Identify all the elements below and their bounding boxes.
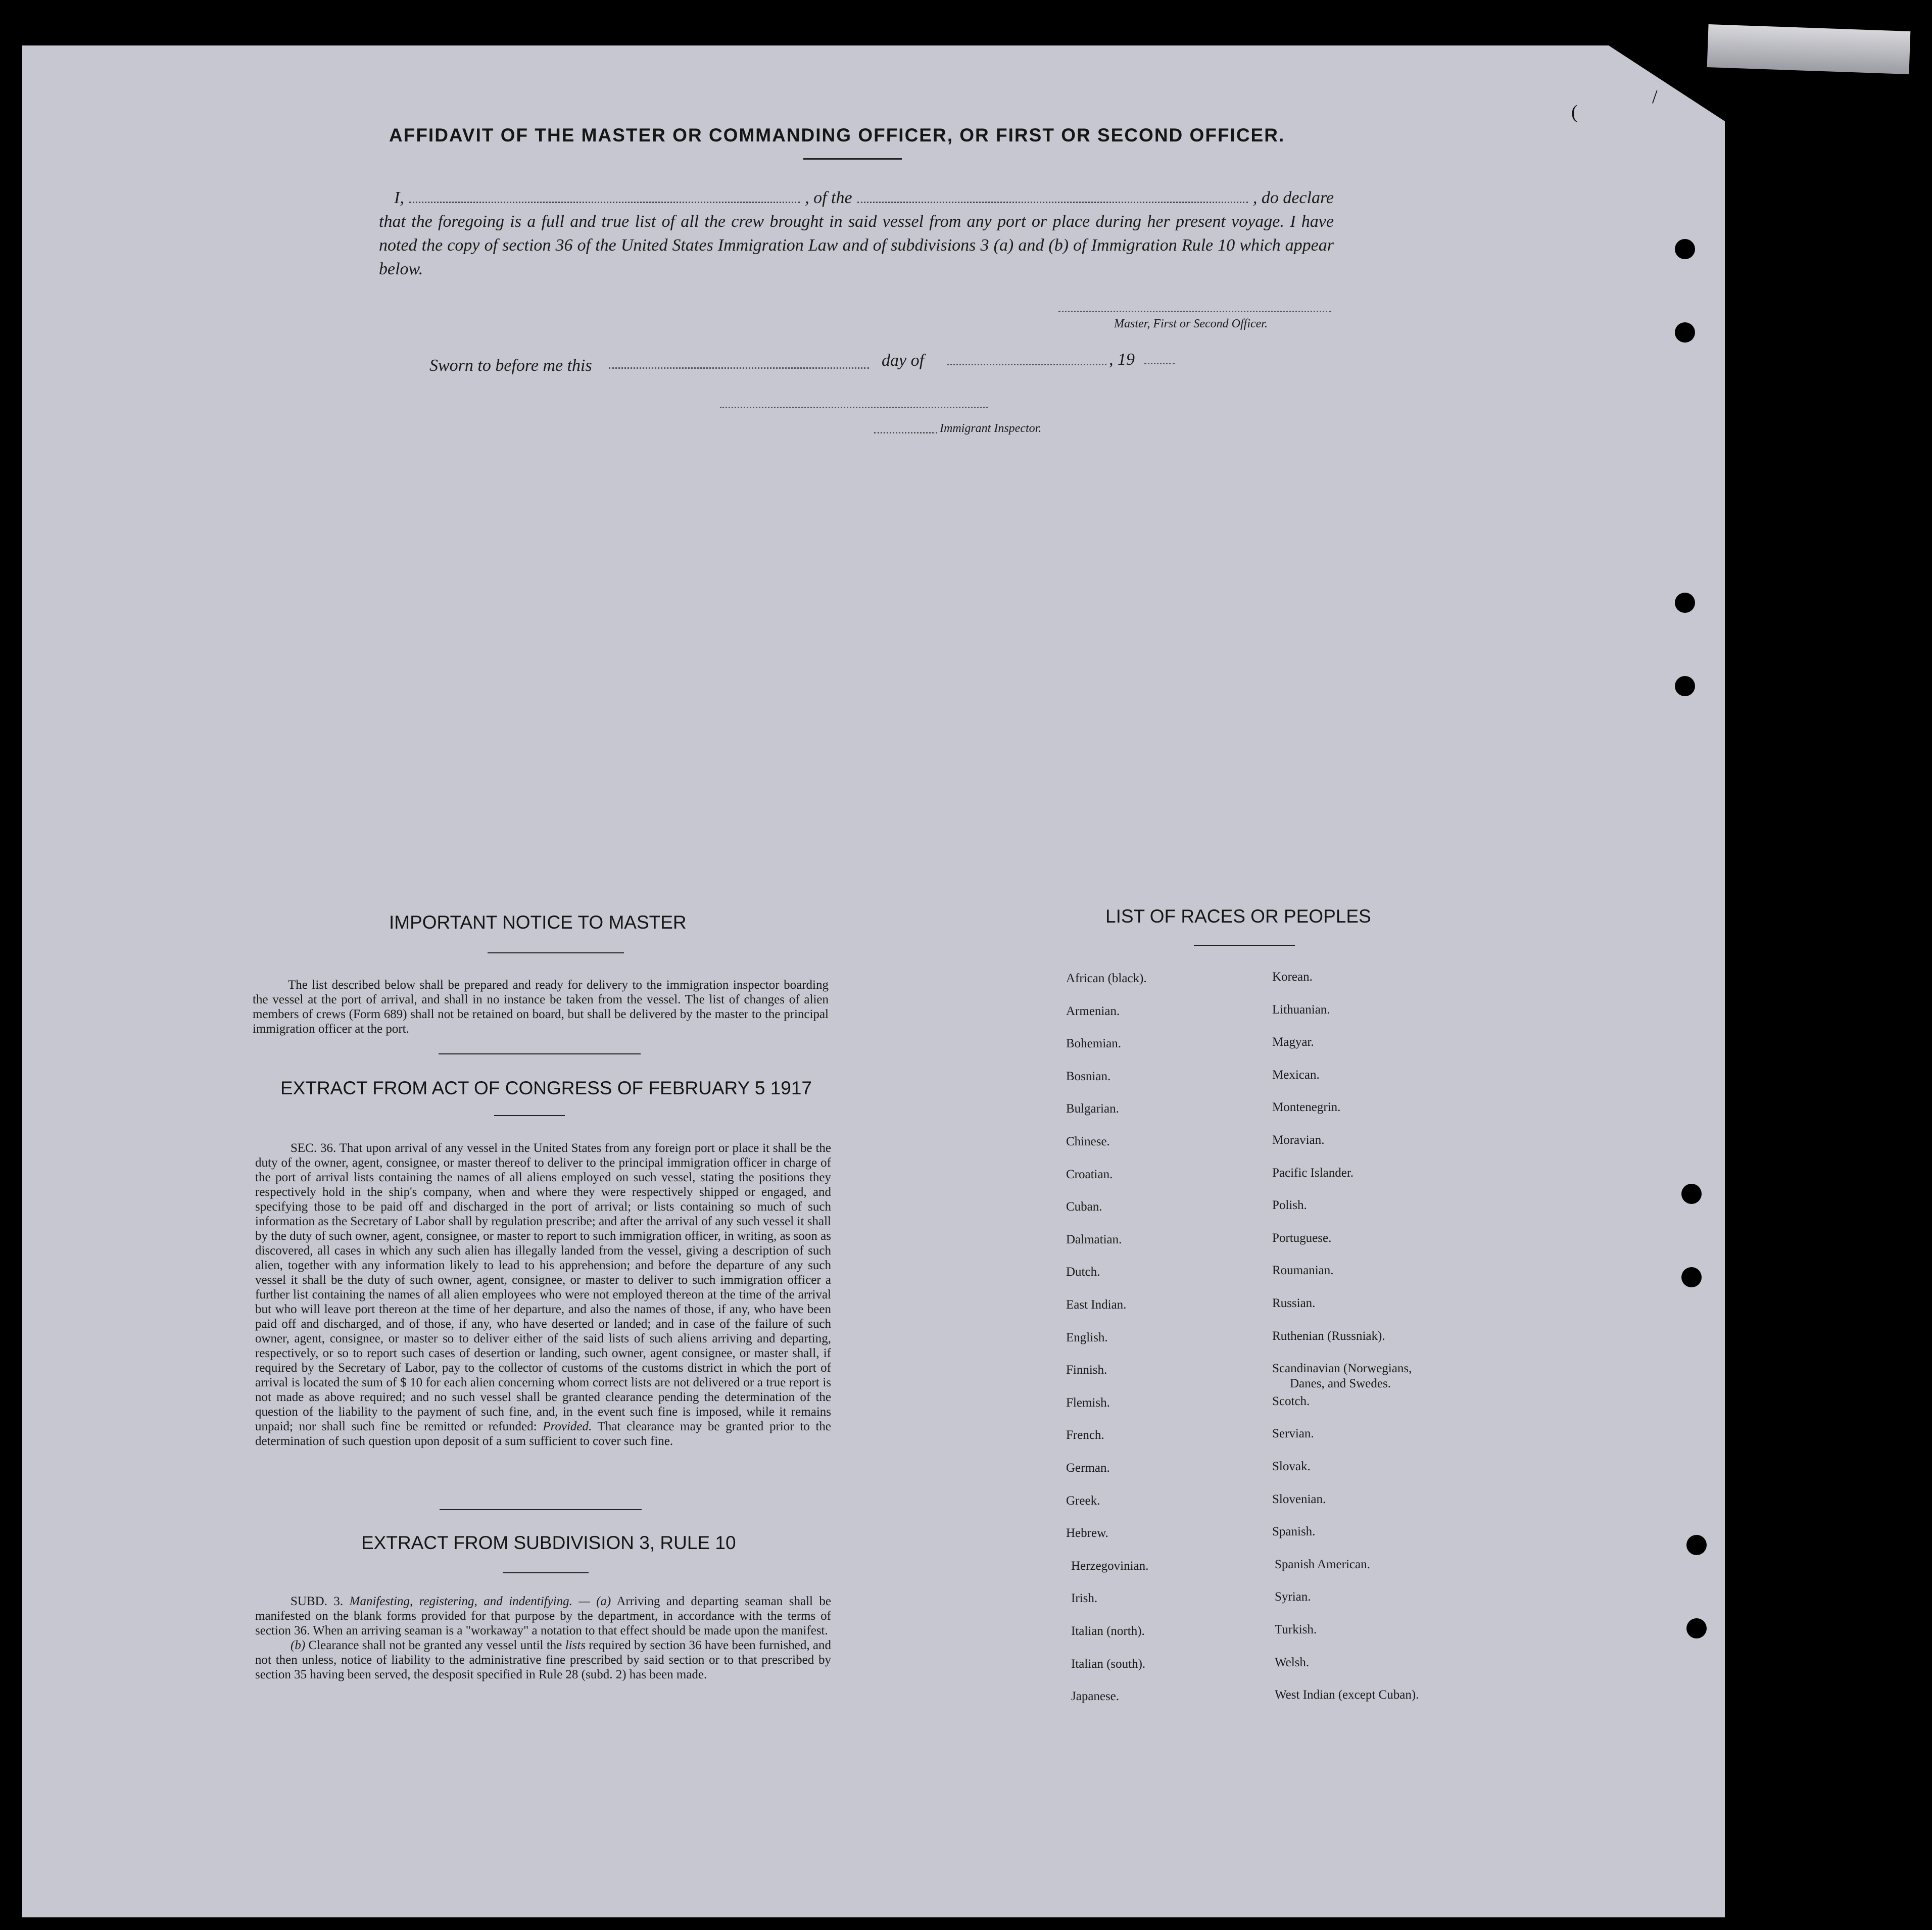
subd-heading: Manifesting, registering, and indentifying. <box>349 1595 572 1608</box>
race-item-right: Polish. <box>1272 1198 1307 1212</box>
race-item-right: Scandinavian (Norwegians, <box>1272 1362 1412 1375</box>
inspector-lead-dots <box>874 432 937 433</box>
section-36-text <box>255 1141 831 1449</box>
binder-hole <box>1675 322 1695 343</box>
signature-caption: Master, First or Second Officer. <box>1114 317 1268 330</box>
race-item-left: Dutch. <box>1066 1265 1100 1279</box>
race-item-left: Hebrew. <box>1066 1526 1108 1540</box>
para-b-lists: lists <box>565 1638 586 1652</box>
race-item-left: Italian (north). <box>1071 1624 1145 1638</box>
race-item-left: Irish. <box>1071 1591 1098 1605</box>
act-extract-title: EXTRACT FROM ACT OF CONGRESS OF FEBRUARY 5 1917 <box>280 1078 812 1098</box>
races-underline <box>1194 945 1295 946</box>
section-divider <box>439 1053 641 1054</box>
race-item-right: Syrian. <box>1275 1590 1311 1604</box>
binder-hole <box>1681 1184 1702 1204</box>
section-36-body: SEC. 36. That upon arrival of any vessel in the United States from any foreign port or place it shall be the duty of the owner, agent, consignee, or master thereof to deliver to the principal immigration officer in charge of the port of arrival lists containing the names of all aliens employed on such vessel, stating the positions they respectively hold in the ship's company, when and where they were respectively shipped or engaged, and specifying those to be paid off and discharged in the port of arrival; or lists containing so much of such information as the Secretary of Labor shall by regulation prescribe; and after the arrival of any such vessel it shall by the duty of such owner, agent, consignee, or master to report to such immigration officer, in writing, as soon as discovered, all cases in which any such alien has illegally landed from the vessel, giving a description of such alien, together with any information likely to lead to his apprehension; and before the departure of any such vessel it shall be the duty of such owner, agent, consignee, or master to deliver to such immigration officer a further list containing the names of all alien employees who were not employed thereon at the time of the arrival but who will leave port thereon at the time of her departure, and also the names of those, if any, who have been paid off and discharged, and of those, if any, who have deserted or landed; and in case of the failure of such owner, agent, consignee, or master so to deliver either of the said lists of such aliens arriving and departing, respectively, or so to report such cases of desertion or landing, such owner, agent consignee, or master shall, if required by the Secretary of Labor, pay to the collector of customs of the customs district in which the port of arrival is located the sum of $ 10 for each alien concerning whom correct lists are not delivered or a true report is not made as above required; and no such vessel shall be granted clearance pending the determination of the question of the liability to the payment of such fine, and, in the event such fine is imposed, while it remains unpaid; nor shall such fine be remitted or refunded: <box>255 1141 831 1433</box>
race-item-left: Armenian. <box>1066 1004 1120 1018</box>
year-blank <box>1144 363 1175 364</box>
rule-extract-underline <box>503 1572 589 1573</box>
race-item-left: Chinese. <box>1066 1135 1110 1148</box>
section-divider <box>440 1509 642 1510</box>
page-edge-tab <box>1707 24 1911 74</box>
race-item-right: Russian. <box>1272 1296 1316 1310</box>
declaration-block <box>379 186 1334 281</box>
notice-underline <box>488 952 624 953</box>
race-item-right: Mexican. <box>1272 1068 1320 1082</box>
race-item-right: Montenegrin. <box>1272 1100 1341 1114</box>
race-item-left: Croatian. <box>1066 1168 1113 1181</box>
race-item-left: Cuban. <box>1066 1200 1102 1214</box>
declaration-body: that the foregoing is a full and true list of all the crew brought in said vessel from any port or place during her present voyage. I have noted the copy of section 36 of the United States Immigration Law and of subdivisions 3 (a) and (b) of Immigration Rule 10 which appear below. <box>379 212 1334 278</box>
race-item-right: Servian. <box>1272 1427 1314 1440</box>
inspector-caption: Immigrant Inspector. <box>940 422 1042 435</box>
binder-hole <box>1675 676 1695 696</box>
race-item-right: Pacific Islander. <box>1272 1166 1354 1180</box>
race-item-left: German. <box>1066 1461 1110 1475</box>
sworn-day-blank <box>609 367 869 369</box>
race-item-left: Dalmatian. <box>1066 1233 1122 1246</box>
affidavit-title: AFFIDAVIT OF THE MASTER OR COMMANDING OFFICER, OR FIRST OR SECOND OFFICER. <box>389 125 1285 146</box>
binder-hole <box>1675 593 1695 613</box>
race-item-right: Danes, and Swedes. <box>1290 1377 1391 1390</box>
race-item-right: Magyar. <box>1272 1035 1314 1049</box>
provided-term: Provided. <box>543 1420 592 1433</box>
race-item-left: Bulgarian. <box>1066 1102 1119 1116</box>
race-item-right: West Indian (except Cuban). <box>1275 1688 1419 1702</box>
section-36-body-end: That clearance may be granted prior to the determination of such question upon deposit of a sum sufficient to cover such fine. <box>255 1420 831 1448</box>
month-blank <box>947 364 1106 365</box>
notice-title: IMPORTANT NOTICE TO MASTER <box>389 912 687 933</box>
binder-hole <box>1686 1535 1707 1555</box>
race-item-left: English. <box>1066 1331 1108 1344</box>
scan-mark: ( <box>1571 102 1578 123</box>
race-item-right: Portuguese. <box>1272 1231 1332 1245</box>
race-item-right: Turkish. <box>1275 1623 1317 1636</box>
declaration-i: I, <box>394 188 404 207</box>
subdivision-3-text <box>255 1594 831 1682</box>
day-of-text: day of <box>882 351 925 370</box>
race-item-right: Spanish. <box>1272 1525 1316 1538</box>
race-item-left: Bosnian. <box>1066 1070 1111 1083</box>
race-item-left: Flemish. <box>1066 1396 1110 1410</box>
act-extract-underline <box>494 1115 565 1116</box>
race-item-right: Spanish American. <box>1275 1558 1370 1571</box>
declaration-of-the: , of the <box>805 188 852 207</box>
race-item-left: African (black). <box>1066 972 1147 985</box>
title-underline <box>803 158 902 160</box>
inspector-signature-line <box>720 407 988 408</box>
race-item-right: Slovak. <box>1272 1460 1311 1473</box>
declaration-first-line <box>379 186 1334 210</box>
rule-extract-title: EXTRACT FROM SUBDIVISION 3, RULE 10 <box>361 1532 736 1553</box>
name-blank <box>409 189 800 203</box>
races-title: LIST OF RACES OR PEOPLES <box>1105 906 1371 927</box>
para-b-start: Clearance shall not be granted any vessel until the <box>308 1638 562 1652</box>
para-a-text: Arriving and departing seaman shall be manifested on the blank forms provided for that purpose by the department, in accordance with the terms of section 36. When an arriving seaman is a "workaway" a notation to that effect should be made upon the manifest. <box>255 1595 831 1637</box>
binder-hole <box>1686 1618 1707 1638</box>
race-item-left: Bohemian. <box>1066 1037 1122 1050</box>
binder-hole <box>1681 1267 1702 1287</box>
race-item-left: French. <box>1066 1428 1104 1442</box>
race-item-right: Welsh. <box>1275 1656 1310 1669</box>
para-b-end: required by section 36 have been furnished, and not then unless, notice of liability to the administrative fine prescribed by said section or to that prescribed by section 35 having been served, the desposit specified in Rule 28 (subd. 2) has been made. <box>255 1638 832 1681</box>
vessel-blank <box>857 189 1248 203</box>
race-item-right: Slovenian. <box>1272 1492 1326 1506</box>
race-item-right: Korean. <box>1272 970 1313 984</box>
race-item-left: Greek. <box>1066 1494 1100 1508</box>
race-item-left: Italian (south). <box>1071 1657 1146 1671</box>
race-item-left: Japanese. <box>1071 1690 1120 1703</box>
sworn-text: Sworn to before me this <box>429 356 592 375</box>
race-item-right: Ruthenian (Russniak). <box>1272 1329 1385 1343</box>
race-item-right: Roumanian. <box>1272 1264 1334 1277</box>
para-a-marker: — (a) <box>578 1595 611 1608</box>
binder-hole <box>1675 239 1695 259</box>
year-text: , 19 <box>1109 350 1135 369</box>
declaration-do-declare: , do declare <box>1252 188 1334 207</box>
race-item-right: Scotch. <box>1272 1394 1310 1408</box>
scan-mark: / <box>1652 86 1658 108</box>
race-item-left: Herzegovinian. <box>1071 1559 1149 1573</box>
race-item-left: East Indian. <box>1066 1298 1127 1312</box>
race-item-right: Lithuanian. <box>1272 1003 1330 1017</box>
subdivision-para-b <box>255 1638 831 1682</box>
para-b-marker: (b) <box>291 1638 306 1652</box>
notice-body: The list described below shall be prepared and ready for delivery to the immigration inspector boarding the vessel at the port of arrival, and shall in no instance be taken from the vessel. The list of changes of alien members of crews (Form 689) shall not be retained on board, but shall be delivered by the master to the principal immigration officer at the port. <box>253 978 829 1036</box>
signature-line <box>1058 311 1331 312</box>
subdivision-para-a <box>255 1594 831 1638</box>
race-item-left: Finnish. <box>1066 1363 1107 1377</box>
subd-label: SUBD. 3. <box>291 1595 344 1608</box>
race-item-right: Moravian. <box>1272 1133 1325 1147</box>
